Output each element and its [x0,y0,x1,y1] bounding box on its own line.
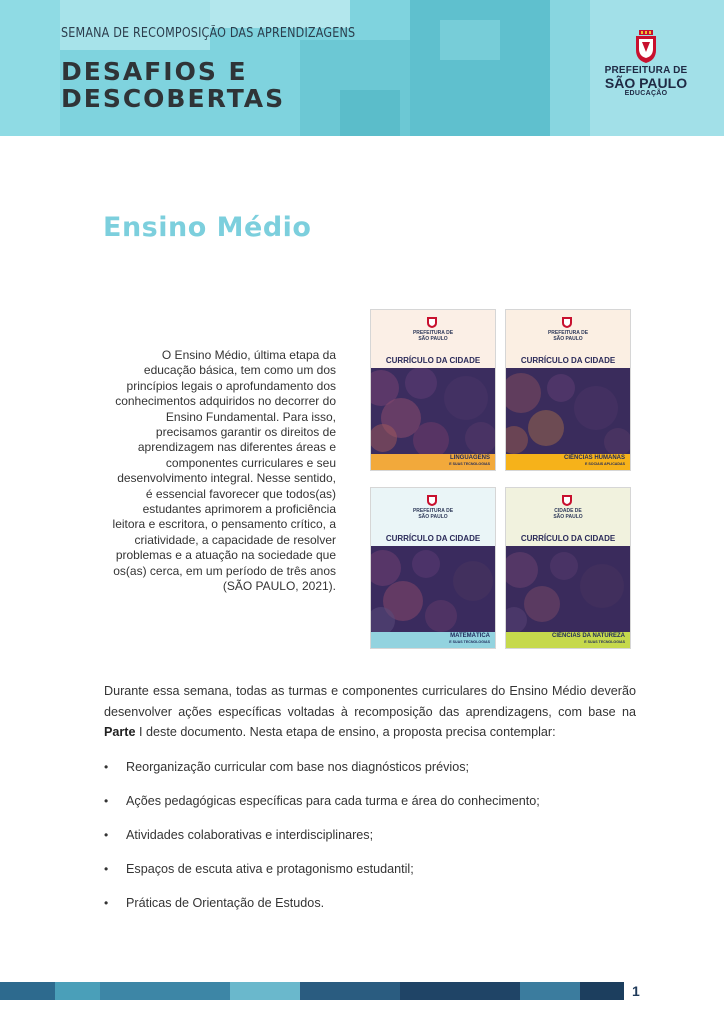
book-area: CIÊNCIAS HUMANAS [563,455,625,461]
book-crest-icon [426,493,438,507]
list-item-text: Espaços de escuta ativa e protagonismo estudantil; [126,862,414,876]
list-item-text: Práticas de Orientação de Estudos. [126,896,325,910]
header-texture-patch [0,0,60,136]
body-paragraph-text: Durante essa semana, todas as turmas e componentes curriculares do Ensino Médio deverão desenvolver ações específicas voltadas à recomposição das aprendizagens, com base na [104,684,636,719]
logo-line-3: EDUCAÇÃO [624,90,668,97]
book-cover-art [371,546,495,632]
bullet-icon: • [104,862,109,876]
page-number: 1 [632,983,640,999]
book-area-subtitle: E SOCIAIS APLICADAS [584,462,625,466]
book-title: CURRÍCULO DA CIDADE [385,534,481,543]
footer-bar-segment [0,982,55,1000]
logo-line-2: SÃO PAULO [604,75,688,91]
book-org [371,509,495,520]
footer-bar-segment [580,982,624,1000]
book-crest-icon [561,315,573,329]
header-texture-patch [340,90,400,136]
book-area: MATEMÁTICA [450,633,490,639]
footer-bar-segment [55,982,100,1000]
book-title: CURRÍCULO DA CIDADE [520,356,616,365]
book-crest-icon [561,493,573,507]
series-title: SEMANA DE RECOMPOSIÇÃO DAS APRENDIZAGENS [61,26,356,41]
book-org-line-2: SÃO PAULO [553,335,583,342]
book-crest-icon [426,315,438,329]
footer-bar-segment [100,982,230,1000]
list-item [104,793,644,827]
book-area-subtitle: E SUAS TECNOLOGIAS [584,640,625,644]
footer-bar [0,982,624,1000]
book-area-band [506,632,630,648]
book-cover-matematica [371,488,495,648]
header-texture-patch [440,20,500,60]
body-paragraph-bold: Parte [104,725,136,739]
list-item [104,895,644,929]
bullet-list [104,759,644,929]
bullet-icon: • [104,794,109,808]
footer-bar-segment [400,982,520,1000]
book-area-subtitle: E SUAS TECNOLOGIAS [449,462,490,466]
book-area: LINGUAGENS [449,455,490,461]
list-item [104,861,644,895]
main-title-line-1: DESAFIOS E [61,57,248,86]
book-org-line-2: SÃO PAULO [553,513,583,520]
book-org [506,331,630,342]
list-item-text: Ações pedagógicas específicas para cada turma e área do conhecimento; [126,794,540,808]
intro-paragraph: O Ensino Médio, última etapa da educação básica, tem como um dos princípios legais o aprofundamento dos conhecimentos adquiridos no decorrer do Ensino Fundamental. Para isso, precisamos garantir os direitos de aprendizagem nas diferentes áreas e componentes curriculares e seu desenvolvimento integral. Nesse sentido, é essencial favorecer que todos(as) estudantes aprimorem a proficiência leitora e escritora, o pensamento crítico, a criatividade, a capacidade de resolver problemas e a atuação na sociedade que os(as) cerca, em um período de três anos (SÃO PAULO, 2021). [112,348,336,594]
book-cover-art [371,368,495,454]
book-title: CURRÍCULO DA CIDADE [385,356,481,365]
book-org-line-1: PREFEITURA DE [412,508,454,514]
book-area-band [371,454,495,470]
main-title-line-2: DESCOBERTAS [61,84,286,113]
bullet-icon: • [104,896,109,910]
book-cover-art [506,368,630,454]
book-title: CURRÍCULO DA CIDADE [520,534,616,543]
bullet-icon: • [104,760,109,774]
section-heading: Ensino Médio [103,212,312,243]
book-org-line-1: PREFEITURA DE [412,330,454,336]
book-area-band [371,632,495,648]
bullet-icon: • [104,828,109,842]
list-item-text: Reorganização curricular com base nos diagnósticos prévios; [126,760,470,774]
body-paragraph [104,681,636,743]
main-title [61,58,285,112]
book-org-line-2: SÃO PAULO [418,513,448,520]
body-paragraph-text-end: I deste documento. Nesta etapa de ensino, a proposta precisa contemplar: [135,725,556,739]
book-cover-art [506,546,630,632]
coat-of-arms-icon [634,30,658,64]
book-area-subtitle: E SUAS TECNOLOGIAS [449,640,490,644]
page-header [0,0,724,136]
footer-bar-segment [300,982,400,1000]
book-area-band [506,454,630,470]
list-item [104,759,644,793]
logo-line-1: PREFEITURA DE [604,65,688,76]
header-texture-patch [60,0,210,50]
book-org [506,509,630,520]
book-area: CIÊNCIAS DA NATUREZA [552,633,625,639]
book-org-line-1: CIDADE DE [554,508,582,514]
prefeitura-logo [598,30,694,97]
footer-bar-segment [520,982,580,1000]
book-cover-linguagens [371,310,495,470]
book-cover-ciencias-natureza [506,488,630,648]
list-item-text: Atividades colaborativas e interdisciplinares; [126,828,374,842]
book-cover-ciencias-humanas [506,310,630,470]
header-texture-patch [210,0,350,28]
header-texture-patch [550,0,590,136]
book-org-line-2: SÃO PAULO [418,335,448,342]
list-item [104,827,644,861]
book-org-line-1: PREFEITURA DE [547,330,589,336]
footer-bar-segment [230,982,300,1000]
book-org [371,331,495,342]
